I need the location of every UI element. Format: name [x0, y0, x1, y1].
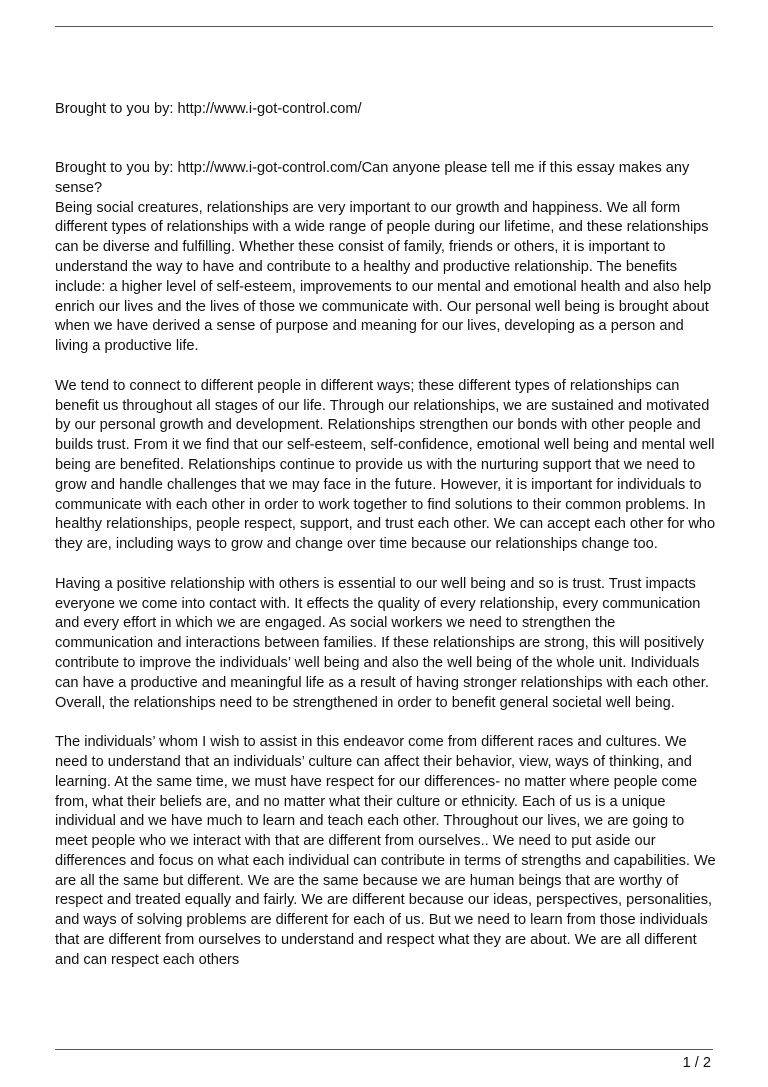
- essay-body: [55, 159, 717, 990]
- bottom-rule: [55, 1049, 713, 1050]
- page-number: 1 / 2: [682, 1055, 711, 1071]
- source-line: Brought to you by: http://www.i-got-control.com/: [55, 101, 362, 117]
- intro-question: Brought to you by: http://www.i-got-control.com/Can anyone please tell me if this essay makes any sense?: [55, 160, 690, 196]
- paragraph-1: Being social creatures, relationships are very important to our growth and happiness. We all form different types of relationships with a wide range of people during our lifetime, and these relationships can be diverse and fulfilling. Whether these consist of family, friends or others, it is important to understand the way to have and contribute to a healthy and productive relationship. The benefits include: a higher level of self-esteem, improvements to our mental and emotional health and also help enrich our lives and the lives of those we communicate with. Our personal well being is brought about when we have derived a sense of purpose and meaning for our lives, developing as a person and living a productive life.: [55, 199, 712, 355]
- paragraph-2: We tend to connect to different people in different ways; these different types of relationships can benefit us throughout all stages of our life. Through our relationships, we are sustained and motivated by our personal growth and development. Relationships strengthen our bonds with other people and builds trust. From it we find that our self-esteem, self-confidence, emotional well being and mental well being are benefited. Relationships continue to provide us with the nurturing support that we need to grow and handle challenges that we may face in the future. However, it is important for individuals to communicate with each other in order to work together to find solutions to their common problems. In healthy relationships, people respect, support, and trust each other. We can accept each other for who they are, including ways to grow and change over time because our relationships change too.: [55, 377, 716, 553]
- paragraph-3: Having a positive relationship with others is essential to our well being and so is trust. Trust impacts everyone we come into contact with. It effects the quality of every relationship, every communication and every effort in which we are engaged. As social workers we need to strengthen the communication and interactions between families. If these relationships are strong, this will positively contribute to improve the individuals’ well being and also the well being of the whole unit. Individuals can have a productive and meaningful life as a result of having stronger relationships with each other. Overall, the relationships need to be strengthened in order to benefit general societal well being.: [55, 575, 709, 711]
- paragraph-4: The individuals’ whom I wish to assist in this endeavor come from different races and cultures. We need to understand that an individuals’ culture can affect their behavior, view, ways of thinking, and learning. At the same time, we must have respect for our differences- no matter where people come from, what their beliefs are, and no matter what their culture or ethnicity. Each of us is a unique individual and we have much to learn and teach each other. Throughout our lives, we are going to meet people who we interact with that are different from ourselves.. We need to put aside our differences and focus on what each individual can contribute in terms of strengths and capabilities. We are all the same but different. We are the same because we are human beings that are worthy of respect and treated equally and fairly. We are different because our ideas, perspectives, personalities, and ways of solving problems are different for each of us. But we need to learn from those individuals that are different from ourselves to understand and respect what they are about. We are all different and can respect each others: [55, 734, 716, 968]
- top-rule: [55, 26, 713, 27]
